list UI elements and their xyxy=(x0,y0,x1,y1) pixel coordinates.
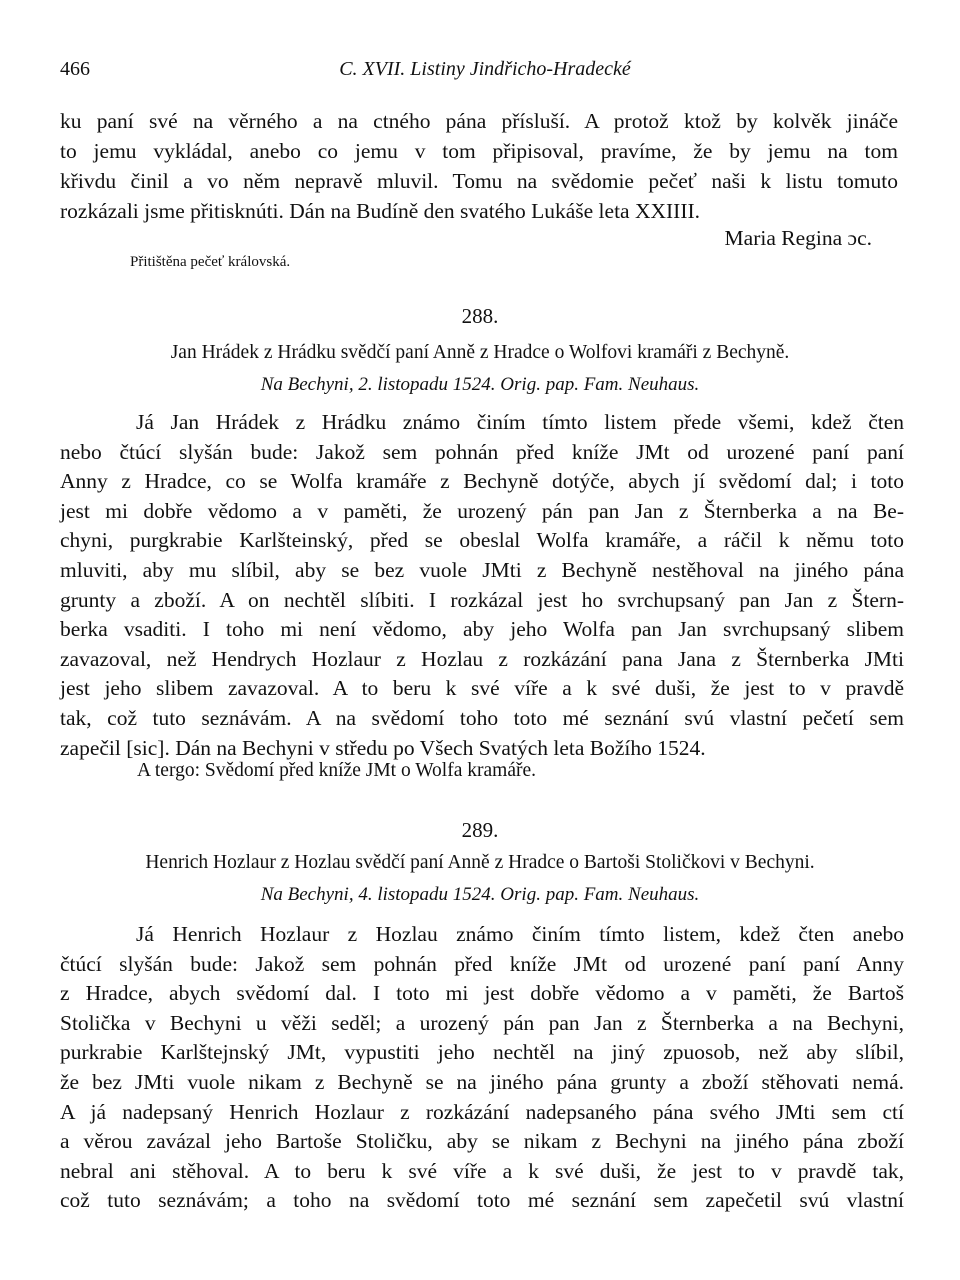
text-line: nebo čtúcí slyšán bude: Jakož sem pohnán před kníže JMt od urozené paní paní xyxy=(60,439,904,464)
text-line: A já nadepsaný Henrich Hozlaur z rozkázání nadepsaného pána svého JMti sem ctí xyxy=(60,1099,904,1124)
text-line: jest mi dobře vědomo a v paměti, že urozený pán pan Jan z Šternberka a na Be- xyxy=(60,498,904,523)
text-line: to jemu vykládal, anebo co jemu v tom připisoval, pravíme, že by jemu na tom xyxy=(60,139,898,163)
text-line: berka vsaditi. I toho mi není vědomo, aby jeho Wolfa pan Jan svrchupsaný slibem xyxy=(60,617,904,642)
text-line: tak, což tuto seznávám. A na svědomí toho toto mé seznání svú vlastní pečetí sem xyxy=(60,705,904,730)
text-line: Já Jan Hrádek z Hrádku známo činím tímto listem přede všemi, kdež čten xyxy=(136,410,904,434)
text-line: zapečil [sic]. Dán na Bechyni v středu po Všech Svatých leta Božího 1524. xyxy=(60,735,706,760)
text-line: zavazoval, než Hendrych Hozlaur z Hozlau z rozkázání pana Jana z Šternberka JMti xyxy=(60,646,904,671)
text-line: Stolička v Bechyni u věži seděl; a urozený pán pan Jan z Šternberka a na Bechyni, xyxy=(60,1010,904,1035)
text-line: purkrabie Karlštejnský JMt, vypustiti jeho nechtěl na jiný zpuosob, než aby slíbil, xyxy=(60,1040,904,1065)
document-source-289: Na Bechyni, 4. listopadu 1524. Orig. pap. Fam. Neuhaus. xyxy=(260,884,700,905)
text-line: což tuto seznávám; a toho na svědomí toto mé seznání sem zapečetil svú vlastní xyxy=(60,1188,904,1213)
page-header xyxy=(60,58,910,88)
text-line: Já Henrich Hozlaur z Hozlau známo činím tímto listem, kdež čten anebo xyxy=(136,922,904,946)
document-source-288: Na Bechyni, 2. listopadu 1524. Orig. pap. Fam. Neuhaus. xyxy=(260,374,700,395)
text-line: ku paní své na věrného a na ctného pána přísluší. A protož ktož by kolvěk jináče xyxy=(60,109,898,133)
document-text-288 xyxy=(60,408,904,763)
text-line: a věrou zavázal jeho Bartoše Stoličku, aby se nikam z Bechyni na jiného pána zboží xyxy=(60,1129,904,1154)
text-line: že bez JMti vuole nikam z Bechyně se na jiného pána grunty a zboží stěhovati nemá. xyxy=(60,1069,904,1094)
text-line: z Hradce, abych svědomí dal. I toto mi jest dobře vědomo a v paměti, že Bartoš xyxy=(60,981,904,1006)
document-text-289 xyxy=(60,920,904,1216)
running-head: C. XVII. Listiny Jindřicho-Hradecké xyxy=(339,58,631,80)
document-regest-288: Jan Hrádek z Hrádku svědčí paní Anně z Hradce o Wolfovi kramáři z Bechyně. xyxy=(170,342,790,363)
text-line: nebral ani stěhoval. A to beru k své víře a k své duši, že jest to v pravdě tak, xyxy=(60,1158,904,1183)
text-line: mluviti, aby mu slíbil, aby se bez vuole JMti z Bechyně nestěhoval na jiného pána xyxy=(60,557,904,582)
text-line: křivdu činil a vo něm nepravě mluvil. Tomu na svědomie pečeť naši k listu tomuto xyxy=(60,169,898,193)
text-line: Anny z Hradce, co se Wolfa kramáře z Bechyně dotýče, abych jí svědomí dal; i toto xyxy=(60,469,904,494)
document-regest-289: Henrich Hozlaur z Hozlau svědčí paní Anně z Hradce o Bartoši Stoličkovi v Bechyni. xyxy=(145,852,815,873)
document-number-288: 288. xyxy=(461,304,499,328)
text-line: rozkázali jsme přitisknúti. Dán na Budíně den svatého Lukáše leta XXIIII. xyxy=(60,199,701,223)
page-number: 466 xyxy=(60,58,90,80)
continued-charter-text xyxy=(60,106,898,226)
seal-note: Přitištěna pečeť královská. xyxy=(130,254,291,270)
document-number-289: 289. xyxy=(461,818,499,842)
text-line: grunty a zboží. A on nechtěl slíbiti. I rozkázal jest ho svrchupsaný pan Jan z Štern- xyxy=(60,587,904,612)
text-line: chyni, purgkrabie Karlšteinský, před se obeslal Wolfa kramáře, a ráčil k němu toto xyxy=(60,528,904,553)
text-line: jest jeho slibem zavazoval. A to beru k své víře a k své duši, že jest to v pravdě xyxy=(60,676,904,701)
tergo-note-288: A tergo: Svědomí před kníže JMt o Wolfa kramáře. xyxy=(137,760,536,781)
signature: Maria Regina ɔc. xyxy=(724,226,872,250)
text-line: čtúcí slyšán bude: Jakož sem pohnán před kníže JMt od urozené paní paní Anny xyxy=(60,951,904,976)
